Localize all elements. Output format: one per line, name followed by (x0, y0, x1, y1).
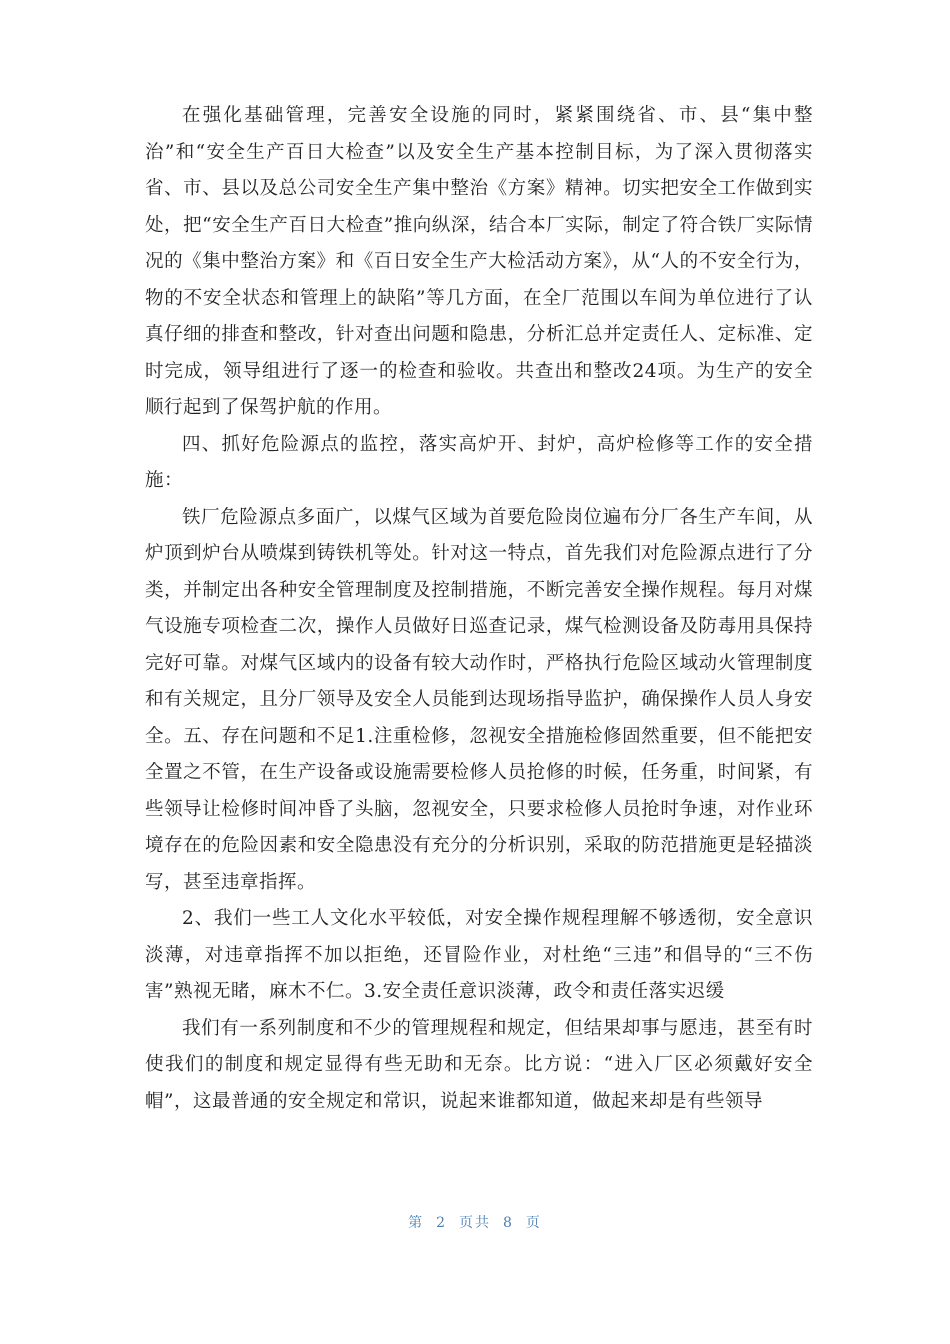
footer-middle: 页共 (459, 1215, 491, 1231)
paragraph-3: 铁厂危险源点多面广，以煤气区域为首要危险岗位遍布分厂各生产车间，从炉顶到炉台从喷煤到铸铁机等处。针对这一特点，首先我们对危险源点进行了分类，并制定出各种安全管理制度及控制措施，不断完善安全操作规程。每月对煤气设施专项检查二次，操作人员做好日巡查记录，煤气检测设备及防毒用具保持完好可靠。对煤气区域内的设备有较大动作时，严格执行危险区域动火管理制度和有关规定，且分厂领导及安全人员能到达现场指导监护，确保操作人员人身安全。五、存在问题和不足1.注重检修，忽视安全措施检修固然重要，但不能把安全置之不管，在生产设备或设施需要检修人员抢修的时候，任务重，时间紧，有些领导让检修时间冲昏了头脑，忽视安全，只要求检修人员抢时争速，对作业环境存在的危险因素和安全隐患没有充分的分析识别，采取的防范措施更是轻描淡写，甚至违章指挥。 (145, 506, 813, 893)
footer-current-page: 2 (436, 1215, 447, 1231)
paragraph-1: 在强化基础管理，完善安全设施的同时，紧紧围绕省、市、县“集中整治”和“安全生产百日大检查”以及安全生产基本控制目标，为了深入贯彻落实省、市、县以及总公司安全生产集中整治《方案》精神。切实把安全工作做到实处，把“安全生产百日大检查”推向纵深，结合本厂实际，制定了符合铁厂实际情况的《集中整治方案》和《百日安全生产大检活动方案》，从“人的不安全行为，物的不安全状态和管理上的缺陷”等几方面，在全厂范围以车间为单位进行了认真仔细的排查和整改，针对查出问题和隐患，分析汇总并定责任人、定标准、定时完成，领导组进行了逐一的检查和验收。共查出和整改24项。为生产的安全顺行起到了保驾护航的作用。 (145, 105, 813, 418)
footer-prefix: 第 (408, 1215, 425, 1231)
page-footer (0, 1212, 950, 1232)
paragraph-4: 2、我们一些工人文化水平较低，对安全操作规程理解不够透彻，安全意识淡薄，对违章指挥不加以拒绝，还冒险作业，对杜绝“三违”和倡导的“三不伤害”熟视无睹，麻木不仁。3.安全责任意识淡薄，政令和责任落实迟缓 (145, 908, 813, 1002)
paragraph-2: 四、抓好危险源点的监控，落实高炉开、封炉，高炉检修等工作的安全措施： (145, 433, 813, 491)
document-body (145, 98, 813, 1120)
footer-suffix: 页 (525, 1215, 542, 1231)
footer-total-pages: 8 (503, 1215, 514, 1231)
paragraph-5: 我们有一系列制度和不少的管理规程和规定，但结果却事与愿违，甚至有时使我们的制度和规定显得有些无助和无奈。比方说：“进入厂区必须戴好安全帽”，这最普通的安全规定和常识，说起来谁都知道，做起来却是有些领导 (145, 1017, 813, 1112)
